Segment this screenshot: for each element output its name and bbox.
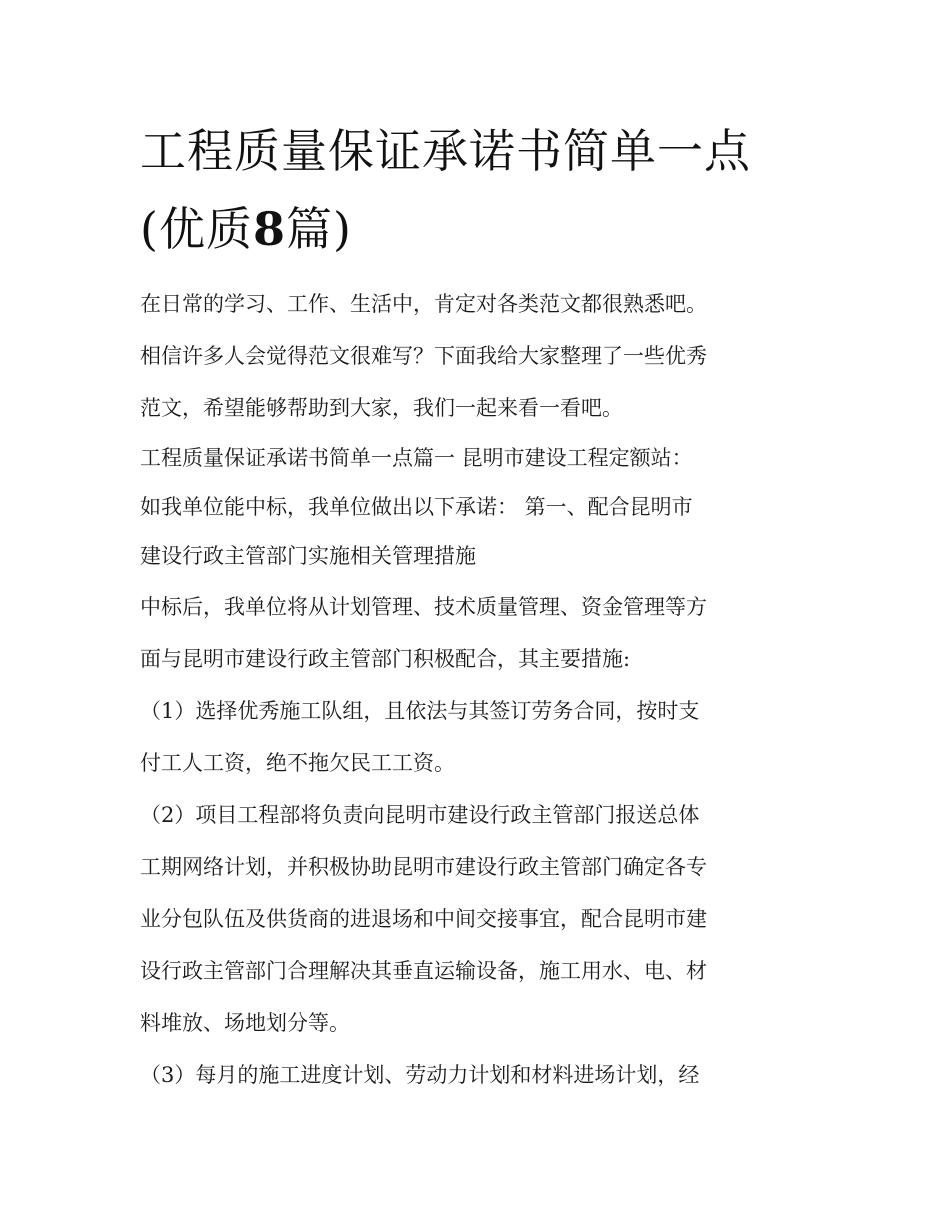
document-title bbox=[140, 112, 830, 268]
section1-line-1: 工程质量保证承诺书简单一点篇一 昆明市建设工程定额站： bbox=[140, 446, 693, 470]
item1-line-2: 付工人工资，绝不拖欠民工工资。 bbox=[140, 751, 455, 775]
measures-intro-paragraph bbox=[140, 581, 816, 685]
item3-line-1: （3）每月的施工进度计划、劳动力计划和材料进场计划，经 bbox=[140, 1063, 700, 1087]
item2-line-2: 工期网络计划，并积极协助昆明市建设行政主管部门确定各专 bbox=[140, 855, 707, 879]
title-line-1: 工程质量保证承诺书简单一点 bbox=[140, 124, 751, 178]
title-line-2 bbox=[140, 190, 830, 268]
section1-line-3: 建设行政主管部门实施相关管理措施 bbox=[140, 544, 476, 568]
item2-line-1: （2）项目工程部将负责向昆明市建设行政主管部门报送总体 bbox=[140, 803, 700, 827]
item2-line-5: 料堆放、场地划分等。 bbox=[140, 1011, 350, 1035]
title-number: 8 bbox=[252, 202, 286, 256]
measures-line-2: 面与昆明市建设行政主管部门积极配合，其主要措施: bbox=[140, 647, 631, 671]
section1-line-2: 如我单位能中标，我单位做出以下承诺： 第一、配合昆明市 bbox=[140, 495, 693, 519]
intro-line-1: 在日常的学习、工作、生活中，肯定对各类范文都很熟悉吧。 bbox=[140, 292, 707, 316]
item1-line-1: （1）选择优秀施工队组，且依法与其签订劳务合同，按时支 bbox=[140, 699, 700, 723]
intro-paragraph bbox=[140, 278, 816, 434]
title-close: 篇) bbox=[285, 202, 352, 256]
document-body bbox=[140, 278, 816, 1101]
item2-line-3: 业分包队伍及供货商的进退场和中间交接事宜，配合昆明市建 bbox=[140, 907, 707, 931]
intro-line-2: 相信许多人会觉得范文很难写？下面我给大家整理了一些优秀 bbox=[140, 344, 707, 368]
section1-paragraph bbox=[140, 434, 816, 581]
intro-line-3: 范文，希望能够帮助到大家，我们一起来看一看吧。 bbox=[140, 396, 623, 420]
title-open: (优质 bbox=[140, 202, 253, 256]
item-1-paragraph bbox=[140, 685, 816, 789]
item-3-paragraph bbox=[140, 1049, 816, 1101]
item-2-paragraph bbox=[140, 789, 816, 1049]
measures-line-1: 中标后，我单位将从计划管理、技术质量管理、资金管理等方 bbox=[140, 595, 707, 619]
item2-line-4: 设行政主管部门合理解决其垂直运输设备，施工用水、电、材 bbox=[140, 959, 707, 983]
